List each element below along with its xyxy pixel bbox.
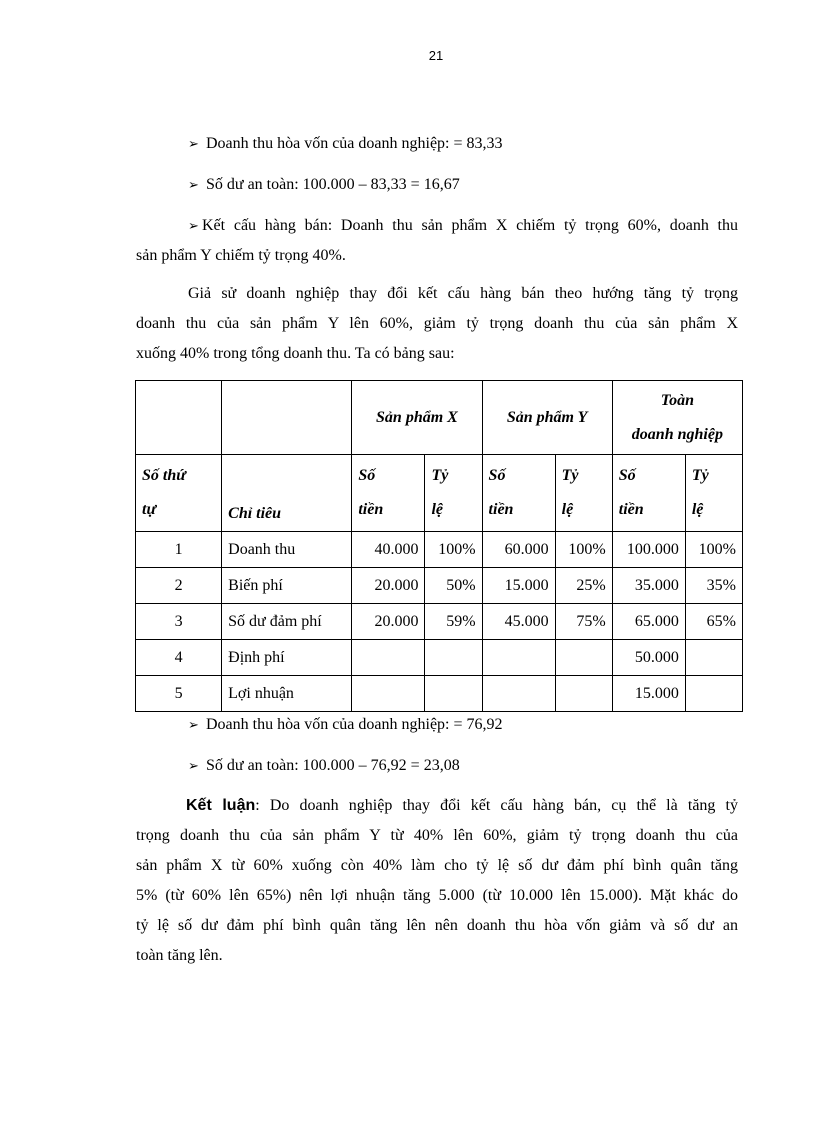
conclusion-line-3: sản phẩm X từ 60% xuống còn 40% làm cho tỷ lệ số dư đảm phí bình quân tăng [136, 857, 738, 874]
comparison-table [135, 380, 743, 712]
bullet-text: Doanh thu hòa vốn của doanh nghiệp: = 83,33 [206, 135, 503, 152]
page-number: 21 [428, 48, 444, 63]
header-product-x: Sản phẩm X [352, 381, 482, 455]
structure-line-2: sản phẩm Y chiếm tỷ trọng 40%. [136, 247, 346, 264]
bullet-text: Số dư an toàn: 100.000 – 76,92 = 23,08 [206, 757, 460, 774]
intro-line-3: xuống 40% trong tổng doanh thu. Ta có bảng sau: [136, 345, 455, 362]
bullet-arrow-icon: ➢ [188, 758, 199, 773]
intro-line-1: Giả sử doanh nghiệp thay đổi kết cấu hàng bán theo hướng tăng tỷ trọng [188, 285, 738, 302]
table-row: 2 Biến phí 20.000 50% 15.000 25% 35.000 35% [136, 568, 743, 604]
header-x-ratio: Tỷ lệ [425, 455, 482, 532]
header-blank-cell [136, 381, 222, 455]
bullet-safety-margin [188, 175, 460, 195]
bullet-breakeven-revenue [188, 134, 503, 154]
conclusion-label: Kết luận [186, 797, 256, 814]
conclusion-line-5: tỷ lệ số dư đảm phí bình quân tăng lên nên doanh thu hòa vốn giảm và số dư an [136, 917, 738, 934]
header-stt: Số thứ tự [136, 455, 222, 532]
table-row: 1 Doanh thu 40.000 100% 60.000 100% 100.000 100% [136, 532, 743, 568]
structure-line-1: ➢ Kết cấu hàng bán: Doanh thu sản phẩm X chiếm tỷ trọng 60%, doanh thu [188, 217, 738, 234]
table-row: 5 Lợi nhuận 15.000 [136, 676, 743, 712]
bullet-text: Doanh thu hòa vốn của doanh nghiệp: = 76,92 [206, 716, 503, 733]
table-row: 4 Định phí 50.000 [136, 640, 743, 676]
table-header-row-1 [136, 381, 743, 455]
header-x-amount: Số tiền [352, 455, 425, 532]
conclusion-line-1: Kết luận: Do doanh nghiệp thay đổi kết cấu hàng bán, cụ thể là tăng tỷ [186, 797, 739, 814]
conclusion-line-4: 5% (từ 60% lên 65%) nên lợi nhuận tăng 5.000 (từ 10.000 lên 15.000). Mặt khác do [136, 887, 738, 904]
header-y-amount: Số tiền [482, 455, 555, 532]
table-header-row-2 [136, 455, 743, 532]
header-product-y: Sản phẩm Y [482, 381, 612, 455]
header-blank-cell [222, 381, 352, 455]
bullet-arrow-icon: ➢ [188, 218, 199, 233]
header-indicator: Chỉ tiêu [222, 455, 352, 532]
header-total-ratio: Tỷ lệ [685, 455, 742, 532]
bullet-arrow-icon: ➢ [188, 177, 199, 192]
header-enterprise: Toàn doanh nghiệp [612, 381, 742, 455]
bullet-breakeven-revenue-new [188, 715, 503, 735]
conclusion-line-2: trọng doanh thu của sản phẩm Y từ 40% lên 60%, giảm tỷ trọng doanh thu của [136, 827, 738, 844]
bullet-text: Số dư an toàn: 100.000 – 83,33 = 16,67 [206, 176, 460, 193]
header-total-amount: Số tiền [612, 455, 685, 532]
bullet-arrow-icon: ➢ [188, 136, 199, 151]
bullet-arrow-icon: ➢ [188, 717, 199, 732]
intro-line-2: doanh thu của sản phẩm Y lên 60%, giảm tỷ trọng doanh thu của sản phẩm X [136, 315, 738, 332]
header-y-ratio: Tỷ lệ [555, 455, 612, 532]
table-row: 3 Số dư đảm phí 20.000 59% 45.000 75% 65.000 65% [136, 604, 743, 640]
bullet-safety-margin-new [188, 756, 460, 776]
conclusion-line-6: toàn tăng lên. [136, 947, 223, 964]
